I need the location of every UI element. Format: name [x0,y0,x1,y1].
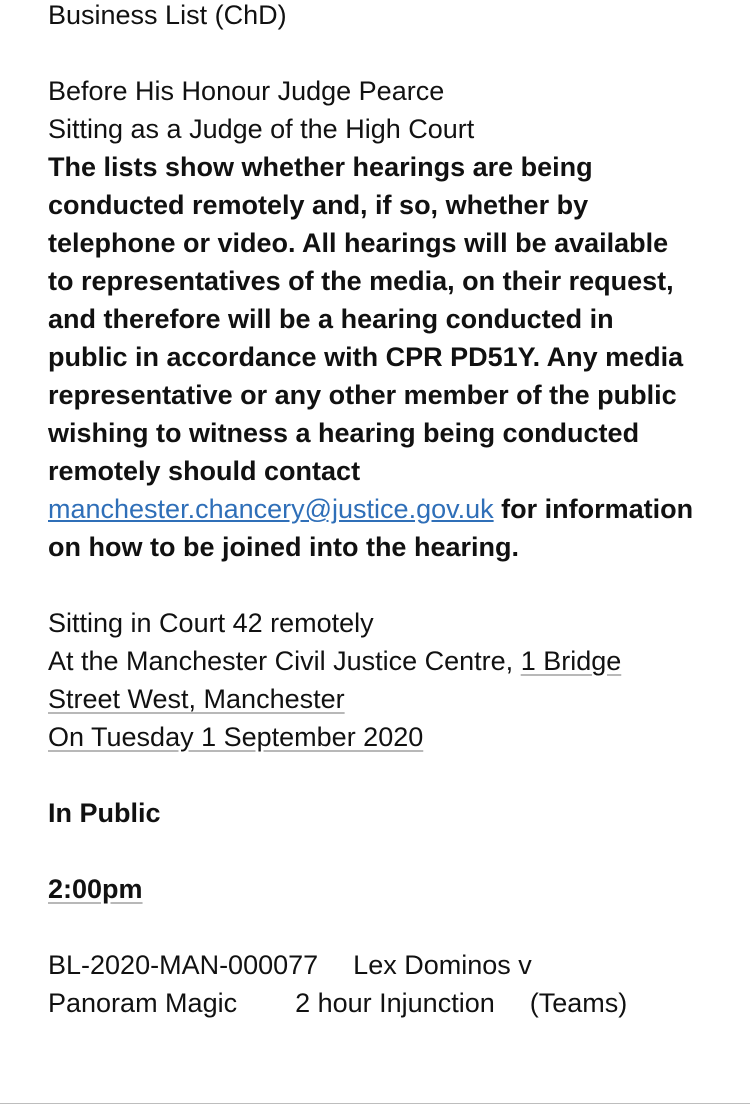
court-sitting-line: Sitting in Court 42 remotely [48,608,374,638]
spacer [48,566,708,604]
session-time[interactable]: 2:00pm [48,874,143,904]
case-mode: (Teams) [529,988,628,1018]
judge-line: Before His Honour Judge Pearce [48,76,445,106]
notice-text-end: for information on how to be joined into the hearing. [48,494,694,562]
bottom-divider [0,1103,750,1104]
case-line-1 [48,946,708,984]
remote-hearing-notice [48,148,698,566]
case-number: BL-2020-MAN-000077 [48,950,319,980]
venue-prefix: At the Manchester Civil Justice Centre, [48,646,521,676]
spacer [48,832,708,870]
venue-line-2 [48,680,708,718]
venue-address-part1[interactable]: 1 Bridge [520,646,622,676]
visibility-label: In Public [48,798,161,828]
case-line-2 [48,984,708,1022]
venue-line [48,642,708,680]
sitting-as-line: Sitting as a Judge of the High Court [48,114,475,144]
session-time-line [48,870,708,908]
case-duration: 2 hour Injunction [295,988,495,1018]
cause-list-document [48,0,708,1022]
spacer [48,34,708,72]
spacer [48,908,708,946]
email-link[interactable]: manchester.chancery@justice.gov.uk [48,494,494,524]
case-entry [48,946,708,1022]
hearing-date[interactable]: On Tuesday 1 September 2020 [48,722,424,752]
list-title: Business List (ChD) [48,0,287,30]
case-parties-part2: Panoram Magic [48,988,238,1018]
spacer [48,756,708,794]
venue-address-part2[interactable]: Street West, Manchester [48,684,345,714]
notice-text: The lists show whether hearings are being conducted remotely and, if so, whether by telephone or video. All hearings will be available to representatives of the media, on their request, and therefore will be a hearing conducted in public in accordance with CPR PD51Y. Any media representative or any other member of the public wishing to witness a hearing being conducted remotely should contact [48,152,684,486]
case-parties-part1: Lex Dominos v [353,950,532,980]
hearing-date-line [48,718,708,756]
